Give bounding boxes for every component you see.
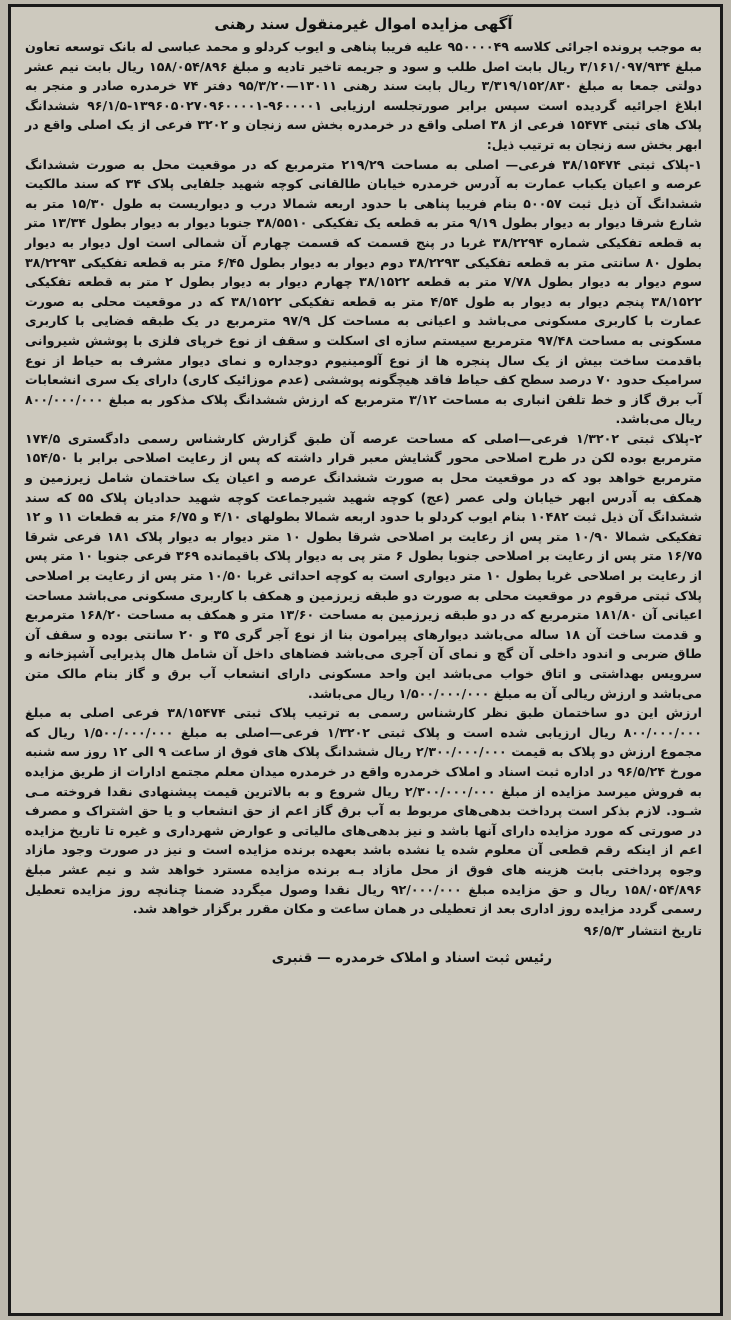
publish-date: تاریخ انتشار ۹۶/۵/۳	[583, 922, 702, 938]
notice-property-2-paragraph: ۲-پلاک ثبتی ۱/۳۲۰۲ فرعی—اصلی که مساحت عرصه آن طبق گزارش کارشناس رسمی دادگستری ۱۷۴/۵ مترمربع بوده لکن در طرح اصلاحی محور گشایش معبر قرار داشته که پس از رعایت اصلاحی برابر با ۱۵۴/۵۰ مترمربع خواهد بود که در موقعیت محل به صورت ششدانگ عرصه و اعیان یک ساختمان شامل زیرزمین و همکف به آدرس ابهر خیابان ولی عصر (عج) کوچه شهید شیرجماعت کوچه شهید حدادیان پلاک ۵۵ که سند ششدانگ آن ذیل ثبت ۱۰۴۸۲ بنام ایوب کردلو با حدود اربعه شمالا بطولهای ۴/۱۰ و ۶/۷۵ متر به قطعات ۱۱ و ۱۲ تفکیکی شمالا ۱۰/۹۰ متر پس از رعایت بر اصلاحی شرقا بطول ۱۰ متر دیوار به دیوار پلاک ۱۸۱ فرعی شرقا ۱۶/۷۵ متر پس از رعایت بر اصلاحی جنوبا بطول ۶ متر پی به دیوار پلاک باقیمانده ۳۶۹ فرعی جنوبا ۱۰ متر پس از رعایت بر اصلاحی غربا بطول ۱۰ متر دیواری است به کوچه احداثی غربا ۱۰/۵۰ متر پس از رعایت بر اصلاحی پلاک ثبتی مرقوم در موقعیت محلی به صورت دو طبقه زیرزمین و همکف با کاربری مسکونی می‌باشد مساحت اعیانی آن ۱۸۱/۸۰ مترمربع که در دو طبقه زیرزمین به مساحت ۱۳/۶۰ متر و همکف به مساحت ۱۶۸/۲۰ مترمربع و قدمت ساخت آن ۱۸ ساله می‌باشد دیوارهای پیرامون بنا از نوع آجر گری ۳۵ و ۲۰ سانتی بوده و سقف آن طاق ضربی و اندود داخلی آن گچ و نمای آن آجری می‌باشد فضاهای داخل آن شامل هال پذیرایی آشپزخانه و سرویس بهداشتی و اتاق خواب می‌باشد این واحد مسکونی دارای انشعاب آب برق و گاز بنام مالک متن می‌باشد و ارزش ریالی آن به مبلغ ۱/۵۰۰/۰۰۰/۰۰۰ ریال می‌باشد.	[25, 430, 703, 701]
signature-line: رئیس ثبت اسناد و املاک خرمدره — قنبری	[271, 949, 552, 966]
notice-valuation-paragraph: ارزش این دو ساختمان طبق نظر کارشناس رسمی به ترتیب پلاک ثبتی ۳۸/۱۵۴۷۴ فرعی اصلی به مبلغ ۸۰۰/۰۰۰/۰۰۰ ریال ارزیابی شده است و پلاک ثبتی ۱/۳۲۰۲ فرعی—اصلی به مبلغ ۱/۵۰۰/۰۰۰/۰۰۰ ریال که مجموع ارزش دو پلاک به قیمت ۲/۳۰۰/۰۰۰/۰۰۰ ریال ششدانگ پلاک های فوق از ساعت ۹ الی ۱۲ روز سه شنبه مورخ ۹۶/۵/۲۴ در اداره ثبت اسناد و املاک خرمدره واقع در خرمدره میدان معلم مجتمع ادارات از طریق مزایده به فروش میرسد مزایده از مبلغ ۲/۳۰۰/۰۰۰/۰۰۰ ریال شروع و به بالاترین قیمت پیشنهادی نقدا فروخته مـی شـود. لازم بذکر است پرداخت بدهی‌های مربوط به آب برق گاز اعم از حق انشعاب و یا حق اشتراک و مصرف در صورتی که مورد مزایده دارای آنها باشد و نیز بدهی‌های مالیاتی و عوارض شهرداری و غیره تا تاریخ مزایده اعم از اینکه رقم قطعی آن معلوم شده یا نشده باشد بعهده برنده مزایده است و نیز در صورت وجود مازاد وجوه پرداختی بابت هزینه های فوق از محل مازاد بـه برنده مزایده مسترد خواهد شد و نیم عشر مبلغ ۱۵۸/۰۵۴/۸۹۶ ریال و حق مزایده مبلغ ۹۲/۰۰۰/۰۰۰ ریال نقدا وصول میگردد ضمنا چنانچه روز مزایده تعطیل رسمی گردد مزایده روز اداری بعد از تعطیلی در همان ساعت و مکان مقرر برگزار خواهد شد.	[25, 705, 703, 917]
notice-property-1-paragraph: ۱-پلاک ثبتی ۳۸/۱۵۴۷۴ فرعی— اصلی به مساحت ۲۱۹/۲۹ مترمربع که در موقعیت محل به صورت ششدانگ عرصه و اعیان یکباب عمارت به آدرس خرمدره خیابان طالقانی کوچه شهید جلفایی پلاک ۳۴ که سند مالکیت ششدانگ آن ذیل ثبت ۵۰۰۵۷ بنام فریبا پناهی با حدود اربعه شمالا درب و دیواریست به طول ۱۵/۳۰ متر به شارع شرقا دیوار به دیوار بطول ۹/۱۹ متر به قطعه یک تفکیکی ۳۸/۵۵۱۰ جنوبا دیوار به دیوار بطول ۱۳/۳۴ متر به قطعه تفکیکی شماره ۳۸/۲۲۹۴ غربا در پنج قسمت که قسمت چهارم آن شمالی است اول دیوار به دیوار بطول ۸۰ سانتی متر به قطعه تفکیکی ۳۸/۲۲۹۳ دوم دیوار به دیوار بطول ۶/۴۵ متر به قطعه تفکیکی ۳۸/۲۲۹۳ سوم دیوار به دیوار بطول ۷/۷۸ متر به قطعه ۳۸/۱۵۲۲ چهارم دیوار به دیوار بطول ۲ متر به قطعه تفکیکی ۳۸/۱۵۲۲ پنجم دیوار به دیوار به طول ۴/۵۴ متر به قطعه تفکیکی ۳۸/۱۵۲۲ که در موقعیت محلی به صورت عمارت با کاربری مسکونی می‌باشد و اعیانی به مساحت کل ۹۷/۹ مترمربع در یک طبقه فضایی با کاربری مسکونی به مساحت ۹۷/۴۸ مترمربع سیستم سازه ای اسکلت و سقف از نوع خرپای فلزی با پوشش شیروانی باقدمت ساخت بیش از یک سال پنجره ها از نوع آلومینیوم دوجداره و نمای دیوار مشرف به حیاط از نوع سرامیک حدود ۷۰ درصد سطح کف حیاط فاقد هیچگونه پوششی (عدم موزائیک کاری) دارای یک سری انشعابات آب برق گاز و خط تلفن انباری به مساحت ۳/۱۲ مترمربع که ارزش ششدانگ پلاک مذکور به مبلغ ۸۰۰/۰۰۰/۰۰۰ ریال می‌باشد.	[25, 156, 703, 427]
notice-title: آگهی مزایده اموال غیرمنقول سند رهنی	[214, 15, 513, 33]
notice-sheet	[8, 4, 723, 1316]
notice-intro-paragraph: به موجب پرونده اجرائی کلاسه ۹۵۰۰۰۰۴۹ علیه فریبا پناهی و ایوب کردلو و محمد عباسی له بانک توسعه تعاون مبلغ ۳/۱۶۱/۰۹۷/۹۳۴ ریال بابت اصل طلب و سود و جریمه تاخیر تادیه و مبلغ ۱۵۸/۰۵۴/۸۹۶ ریال بابت نیم عشر دولتی جمعا به مبلغ ۳/۳۱۹/۱۵۲/۸۳۰ ریال بابت سند رهنی ۱۳۰۱۱—۹۵/۳/۲۰ دفتر ۷۴ خرمدره صادر و منجر به ابلاغ اجرائیه گردیده است سپس برابر صورتجلسه ارزیابی ۹۶۰۰۰۰۱-۱۳۹۶۰۵۰۲۷۰۹۶۰۰۰۰۱-۹۶/۱/۵ ششدانگ پلاک های ثبتی ۱۵۴۷۴ فرعی از ۳۸ اصلی واقع در خرمدره بخش سه زنجان و ۳۲۰۲ فرعی از یک اصلی واقع در ابهر بخش سه زنجان به ترتیب ذیل:	[25, 39, 702, 152]
